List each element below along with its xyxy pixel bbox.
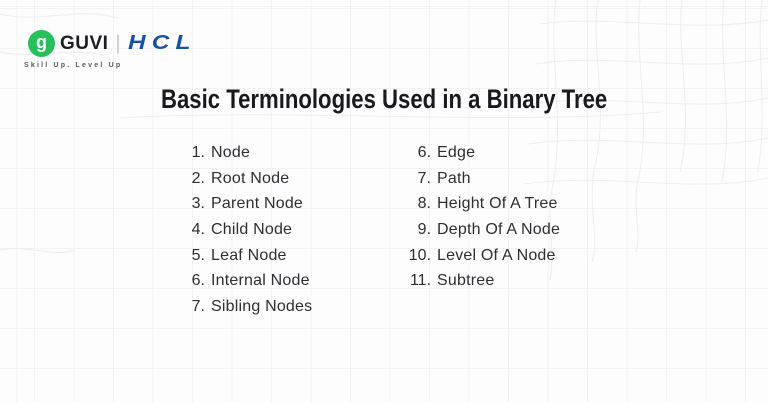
term-number: 3. — [191, 195, 205, 213]
term-label: Leaf Node — [211, 246, 287, 264]
guvi-wordmark: GUVI — [60, 32, 109, 54]
term-number: 2. — [191, 169, 205, 187]
term-label: Subtree — [437, 272, 495, 290]
guvi-logo-letter: g — [36, 31, 47, 52]
term-item — [404, 217, 560, 243]
term-number: 7. — [417, 169, 431, 187]
term-label: Child Node — [211, 220, 293, 238]
term-label: Level Of A Node — [437, 246, 556, 264]
term-item — [183, 140, 312, 166]
term-number: 9. — [417, 220, 431, 238]
term-number: 1. — [191, 143, 205, 161]
term-label: Sibling Nodes — [211, 297, 313, 315]
terms-list-right — [404, 140, 560, 294]
term-label: Internal Node — [211, 272, 310, 290]
term-number: 11. — [409, 272, 431, 290]
page-title — [0, 84, 768, 114]
brand-logo-row — [28, 30, 197, 57]
terms-list-left — [183, 140, 312, 320]
term-number: 7. — [191, 297, 205, 315]
term-item — [183, 243, 312, 269]
term-number: 6. — [191, 272, 205, 290]
term-label: Parent Node — [211, 195, 304, 213]
brand-header — [24, 30, 197, 69]
term-item — [183, 294, 312, 320]
hcl-wordmark: HCL — [128, 32, 197, 54]
brand-tagline: Skill Up. Level Up — [24, 62, 123, 69]
term-item — [404, 268, 560, 294]
term-number: 6. — [417, 143, 431, 161]
page-title-text: Basic Terminologies Used in a Binary Tree — [160, 84, 608, 114]
term-label: Edge — [437, 143, 476, 161]
term-item — [183, 217, 312, 243]
guvi-logo-icon — [28, 30, 55, 57]
term-number: 5. — [191, 246, 205, 264]
term-item — [183, 191, 312, 217]
term-label: Depth Of A Node — [437, 220, 561, 238]
term-item — [404, 243, 560, 269]
term-item — [404, 140, 560, 166]
brand-divider: | — [115, 31, 121, 54]
term-label: Height Of A Tree — [437, 195, 558, 213]
term-label: Path — [437, 169, 471, 187]
term-item — [404, 166, 560, 192]
term-number: 8. — [417, 195, 431, 213]
term-item — [183, 166, 312, 192]
term-item — [183, 268, 312, 294]
term-item — [404, 191, 560, 217]
term-number: 10. — [408, 246, 431, 264]
term-label: Node — [211, 143, 251, 161]
term-number: 4. — [191, 220, 205, 238]
term-label: Root Node — [211, 169, 290, 187]
